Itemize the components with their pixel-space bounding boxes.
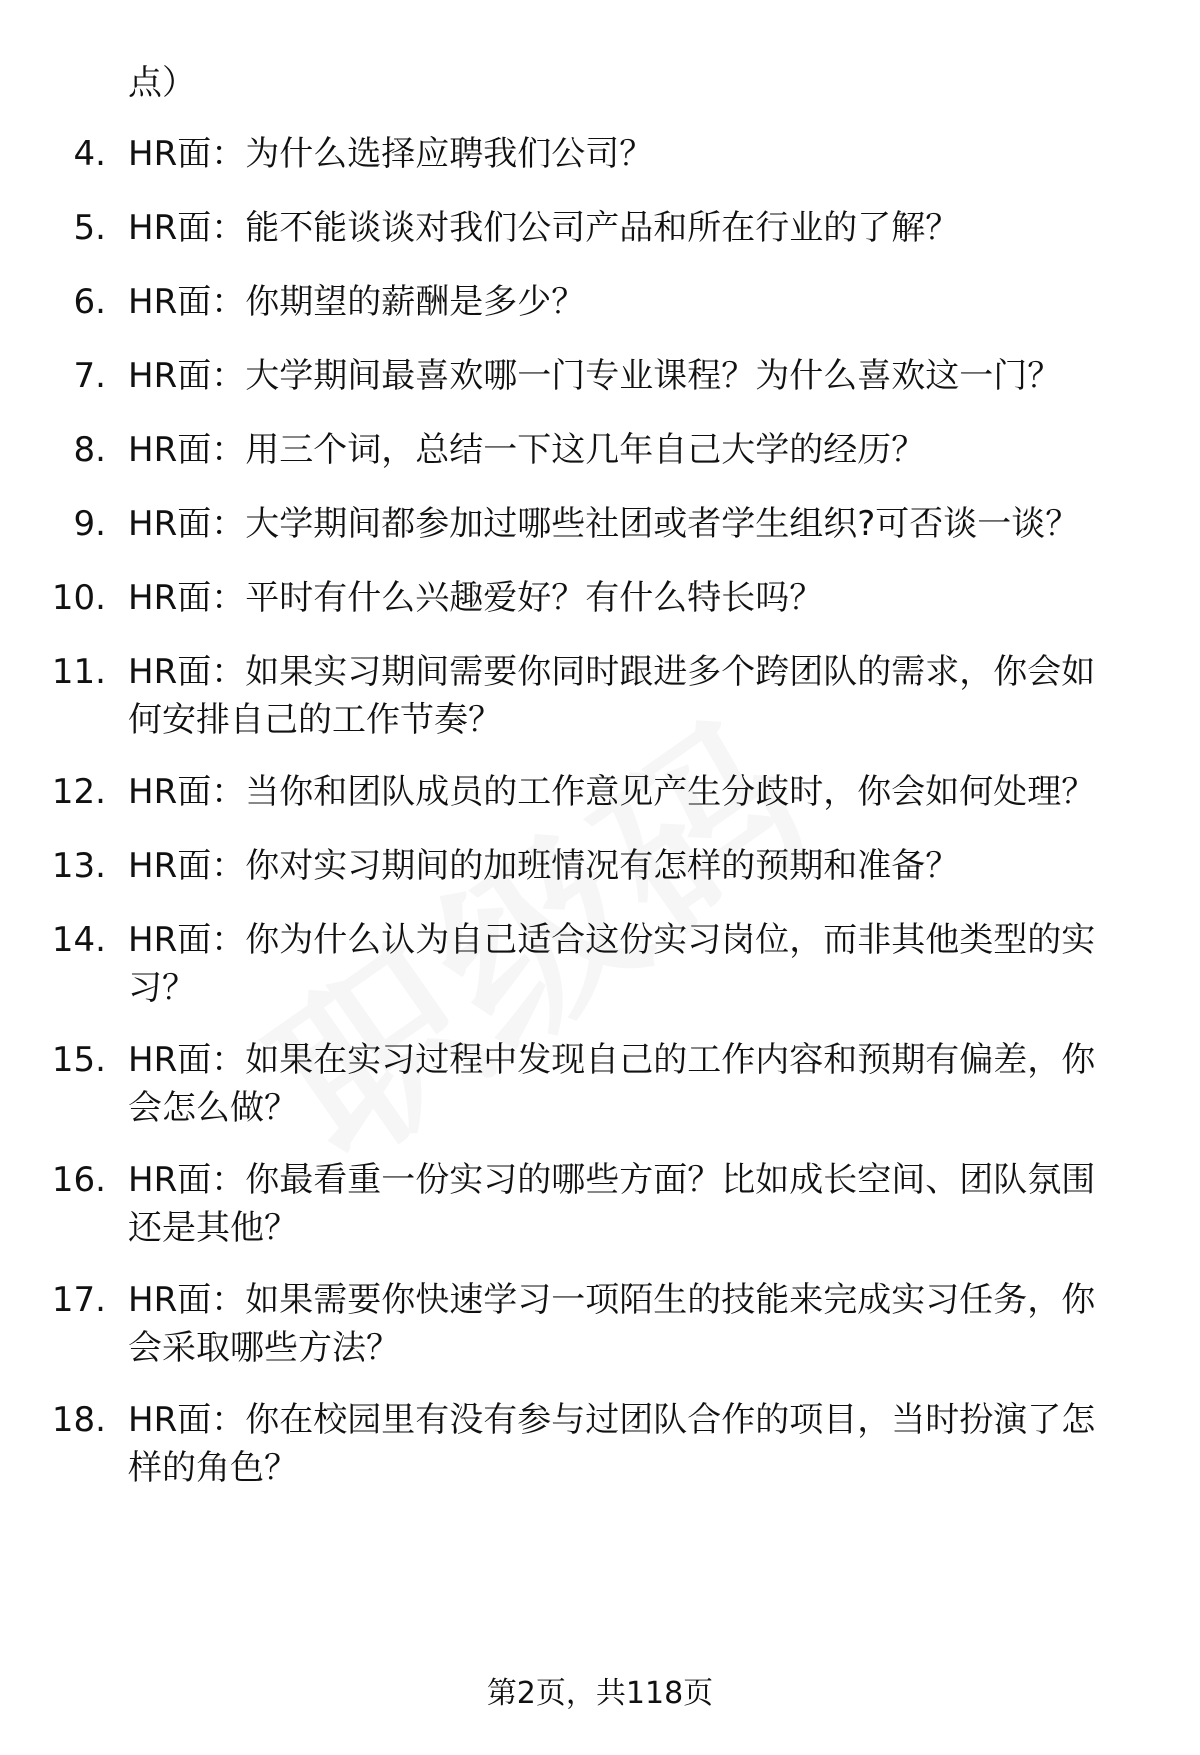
question-line: 会怎么做？ [128, 1088, 298, 1128]
question-line: HR面：当你和团队成员的工作意见产生分歧时，你会如何处理？ [128, 772, 1096, 812]
question-line: 习？ [128, 968, 196, 1008]
question-text [128, 352, 1158, 400]
question-line: HR面：如果实习期间需要你同时跟进多个跨团队的需求，你会如 [128, 652, 1096, 692]
question-number: 5. [73, 208, 106, 248]
question-text [128, 278, 1158, 326]
question-text [128, 768, 1158, 816]
question-text [128, 574, 1158, 622]
question-line: 会采取哪些方法？ [128, 1328, 400, 1368]
question-number: 15. [51, 1040, 106, 1080]
question-number: 14. [51, 920, 106, 960]
question-number: 12. [51, 772, 106, 812]
question-text [128, 500, 1158, 548]
question-number: 11. [51, 652, 106, 692]
question-number: 18. [51, 1400, 106, 1440]
question-number: 4. [73, 134, 106, 174]
question-line: HR面：用三个词，总结一下这几年自己大学的经历？ [128, 430, 926, 470]
question-number: 9. [73, 504, 106, 544]
question-number: 16. [51, 1160, 106, 1200]
question-number: 8. [73, 430, 106, 470]
continuation-text: 点） [128, 63, 196, 103]
question-text [128, 842, 1158, 890]
question-text [128, 1276, 1158, 1372]
question-number: 17. [51, 1280, 106, 1320]
page-footer: 第2页，共118页 [486, 1676, 714, 1711]
question-line: HR面：你在校园里有没有参与过团队合作的项目，当时扮演了怎 [128, 1400, 1096, 1440]
question-number: 6. [73, 282, 106, 322]
question-line: 还是其他？ [128, 1208, 298, 1248]
question-line: HR面：你最看重一份实习的哪些方面？比如成长空间、团队氛围 [128, 1160, 1096, 1200]
question-line: HR面：如果需要你快速学习一项陌生的技能来完成实习任务，你 [128, 1280, 1096, 1320]
question-line: HR面：你对实习期间的加班情况有怎样的预期和准备？ [128, 846, 960, 886]
question-text [128, 1156, 1158, 1252]
question-text [128, 426, 1158, 474]
question-text [128, 130, 1158, 178]
question-line: HR面：你期望的薪酬是多少？ [128, 282, 586, 322]
question-line: HR面：如果在实习过程中发现自己的工作内容和预期有偏差，你 [128, 1040, 1096, 1080]
question-line: 样的角色？ [128, 1448, 298, 1488]
question-text [128, 916, 1158, 1012]
question-line: HR面：大学期间最喜欢哪一门专业课程？为什么喜欢这一门？ [128, 356, 1062, 396]
question-text [128, 648, 1158, 744]
question-number: 13. [51, 846, 106, 886]
question-text [128, 1036, 1158, 1132]
question-line: 何安排自己的工作节奏？ [128, 700, 502, 740]
question-text [128, 204, 1158, 252]
question-line: HR面：你为什么认为自己适合这份实习岗位，而非其他类型的实 [128, 920, 1096, 960]
question-line: HR面：大学期间都参加过哪些社团或者学生组织?可否谈一谈？ [128, 504, 1080, 544]
question-line: HR面：平时有什么兴趣爱好？有什么特长吗？ [128, 578, 824, 618]
question-text [128, 1396, 1158, 1492]
question-line: HR面：能不能谈谈对我们公司产品和所在行业的了解？ [128, 208, 960, 248]
question-number: 10. [51, 578, 106, 618]
question-line: HR面：为什么选择应聘我们公司？ [128, 134, 654, 174]
question-number: 7. [73, 356, 106, 396]
